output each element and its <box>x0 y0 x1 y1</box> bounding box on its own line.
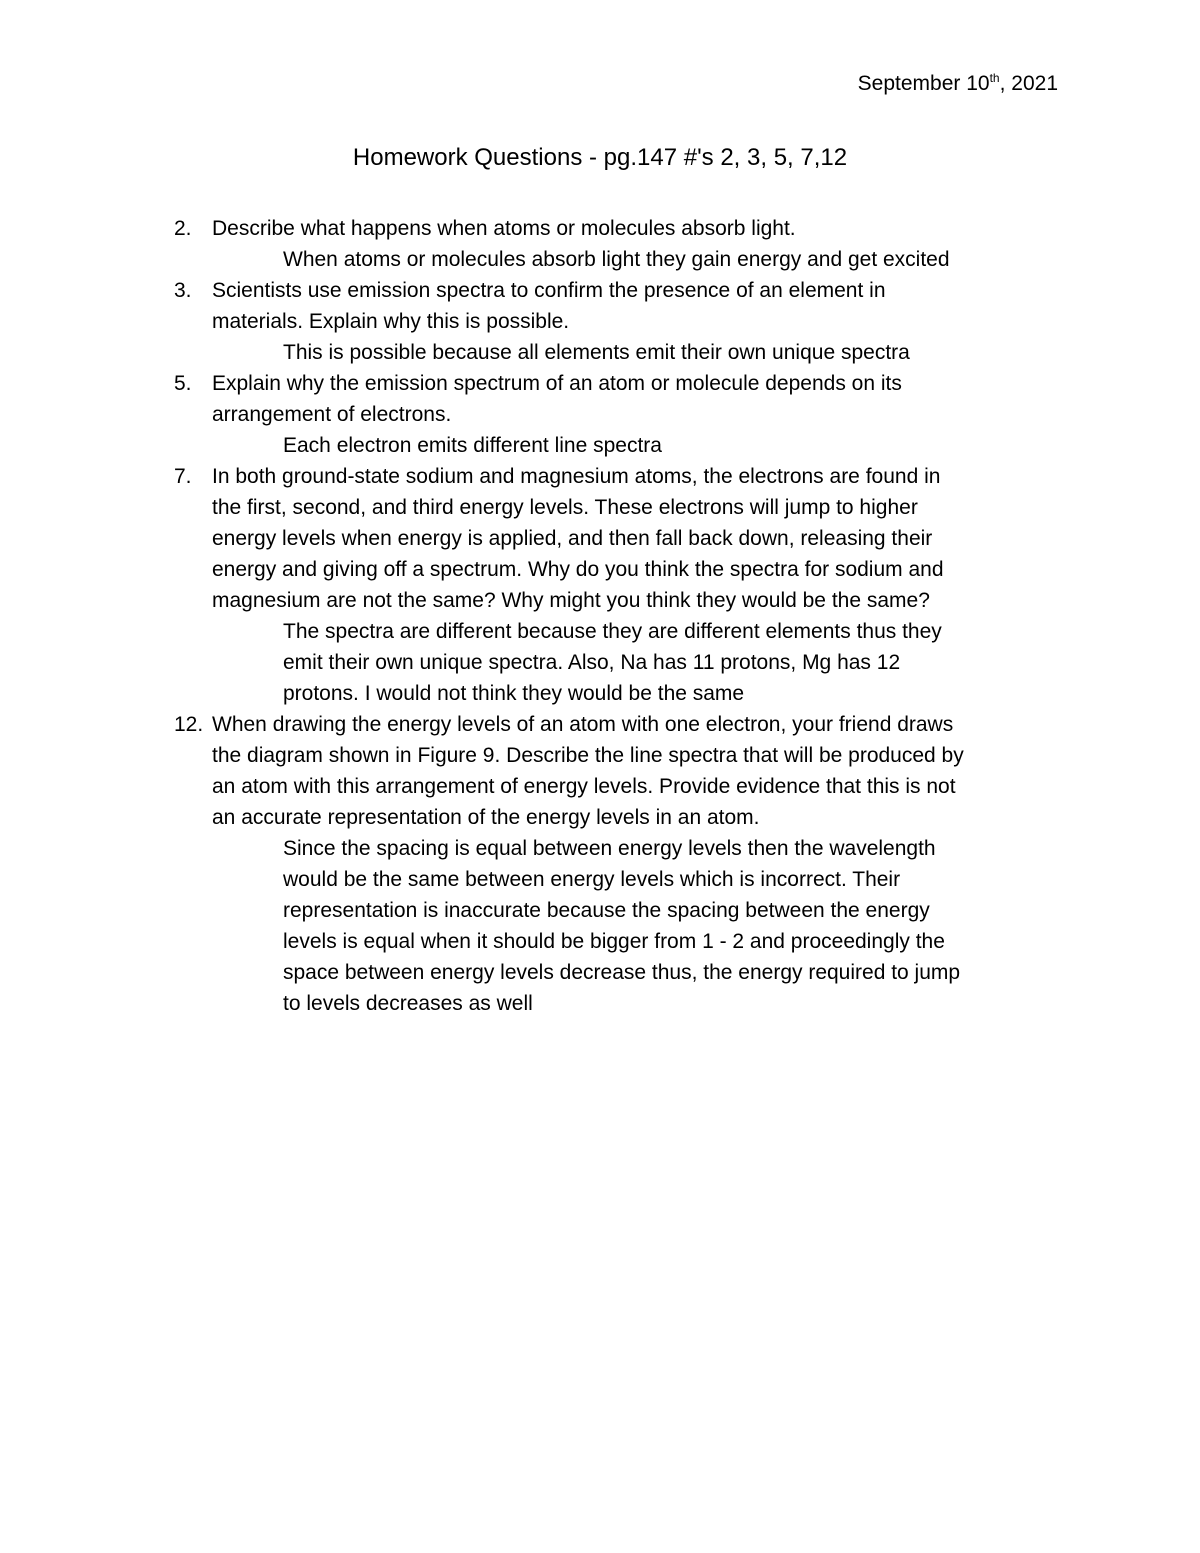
question-line: the first, second, and third energy levels. These electrons will jump to higher <box>212 496 918 519</box>
answer-line: to levels decreases as well <box>283 992 533 1015</box>
date-year: , 2021 <box>999 72 1058 95</box>
question-number: 3. <box>174 279 192 302</box>
question-list <box>174 213 1074 1019</box>
question-line: When drawing the energy levels of an atom with one electron, your friend draws <box>212 713 954 736</box>
answer-line: emit their own unique spectra. Also, Na has 11 protons, Mg has 12 <box>283 651 901 674</box>
question-line: arrangement of electrons. <box>212 403 452 426</box>
question-text <box>212 368 1070 430</box>
answer-text <box>283 833 1074 1019</box>
question-line: the diagram shown in Figure 9. Describe the line spectra that will be produced by <box>212 744 964 767</box>
question-line: an atom with this arrangement of energy levels. Provide evidence that this is not <box>212 775 956 798</box>
answer-text <box>283 430 1074 461</box>
question-line: In both ground-state sodium and magnesium atoms, the electrons are found in <box>212 465 941 488</box>
answer-line: Since the spacing is equal between energy levels then the wavelength <box>283 837 936 860</box>
answer-line: The spectra are different because they are different elements thus they <box>283 620 942 643</box>
question-number: 12. <box>174 713 204 736</box>
question-item <box>174 461 1074 709</box>
question-item <box>174 709 1074 1019</box>
answer-text <box>283 616 1074 709</box>
page-title: Homework Questions - pg.147 #'s 2, 3, 5, 7,12 <box>352 144 848 171</box>
question-item <box>174 368 1074 461</box>
question-line: an accurate representation of the energy levels in an atom. <box>212 806 760 829</box>
answer-line: Each electron emits different line spectra <box>283 434 662 457</box>
question-line: energy and giving off a spectrum. Why do you think the spectra for sodium and <box>212 558 944 581</box>
question-line: energy levels when energy is applied, and then fall back down, releasing their <box>212 527 933 550</box>
question-text <box>212 213 1070 244</box>
answer-line: When atoms or molecules absorb light they gain energy and get excited <box>283 248 950 271</box>
question-line: Describe what happens when atoms or molecules absorb light. <box>212 217 796 240</box>
answer-line: space between energy levels decrease thus, the energy required to jump <box>283 961 961 984</box>
answer-line: representation is inaccurate because the spacing between the energy <box>283 899 930 922</box>
question-item <box>174 275 1074 368</box>
question-text <box>212 709 1070 833</box>
question-number: 7. <box>174 465 192 488</box>
answer-text <box>283 337 1074 368</box>
answer-text <box>283 244 1074 275</box>
answer-line: would be the same between energy levels which is incorrect. Their <box>283 868 901 891</box>
document-date <box>858 70 1058 98</box>
answer-line: protons. I would not think they would be the same <box>283 682 745 705</box>
question-text <box>212 275 1070 337</box>
question-line: Scientists use emission spectra to confirm the presence of an element in <box>212 279 886 302</box>
date-text: September 10 <box>857 72 990 95</box>
question-text <box>212 461 1070 616</box>
answer-line: levels is equal when it should be bigger from 1 - 2 and proceedingly the <box>283 930 945 953</box>
question-item <box>174 213 1074 275</box>
question-number: 5. <box>174 372 192 395</box>
question-number: 2. <box>174 217 192 240</box>
question-line: Explain why the emission spectrum of an atom or molecule depends on its <box>212 372 902 395</box>
date-ordinal-suffix: th <box>989 71 1000 85</box>
question-line: materials. Explain why this is possible. <box>212 310 570 333</box>
question-line: magnesium are not the same? Why might you think they would be the same? <box>212 589 930 612</box>
answer-line: This is possible because all elements emit their own unique spectra <box>283 341 910 364</box>
